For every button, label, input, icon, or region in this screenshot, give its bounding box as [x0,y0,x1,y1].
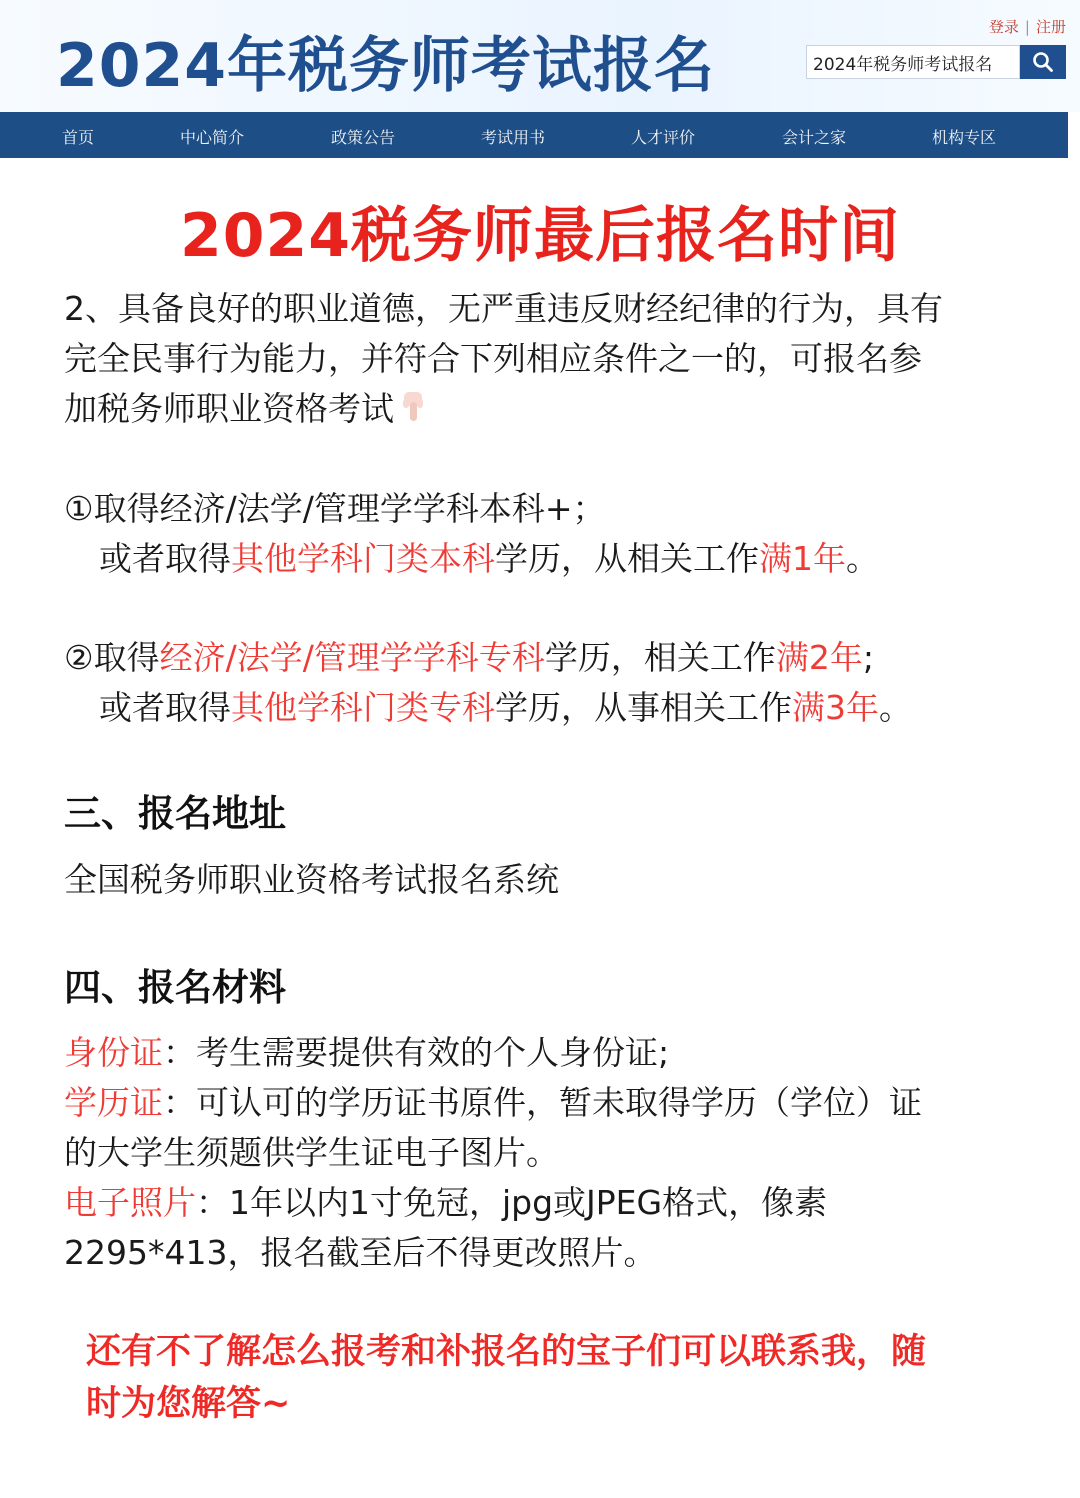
text-span: ：1年以内1寸免冠，jpg或JPEG格式，像素 [196,1183,828,1222]
highlight-text: 满3年 [792,688,879,727]
materials-list [64,1028,922,1278]
text-span: 加税务师职业资格考试 [64,389,394,428]
materials-label: 学历证 [64,1083,163,1122]
requirement-paragraph [64,284,943,434]
highlight-text: 满1年 [759,539,846,578]
text-line: 的大学生须题供学生证电子图片。 [64,1133,559,1172]
register-link[interactable]: 注册 [1035,18,1066,36]
text-line: 时为您解答~ [86,1384,291,1424]
search-bar [806,45,1066,79]
nav-item-books[interactable]: 考试用书 [481,128,546,147]
text-span: 或者取得 [99,539,231,578]
text-line [64,633,912,683]
text-span: 学历，相关工作 [544,638,776,677]
site-header [0,0,1080,112]
text-line: ①取得经济/法学/管理学学科本科+； [64,489,606,528]
section-heading-address: 三、报名地址 [64,792,286,835]
registration-system-text: 全国税务师职业资格考试报名系统 [64,860,559,899]
text-span: 学历，从事相关工作 [495,688,792,727]
highlight-text: 其他学科门类本科 [231,539,495,578]
pointing-down-hand-icon [398,390,428,424]
text-span: 。 [879,688,912,727]
nav-item-home[interactable]: 首页 [62,128,95,147]
highlight-text: 经济/法学/管理学学科专科 [159,638,545,677]
materials-edu-line [64,1078,922,1128]
search-input[interactable] [806,45,1020,79]
text-span: ：可认可的学历证书原件，暂未取得学历（学位）证 [163,1083,922,1122]
condition-2 [64,633,912,733]
auth-divider: | [1024,18,1030,36]
text-line: 还有不了解怎么报考和补报名的宝子们可以联系我，随 [86,1332,927,1372]
materials-photo-line [64,1178,922,1228]
text-line [64,384,943,434]
nav-item-policy[interactable]: 政策公告 [331,128,396,147]
text-line [64,534,879,584]
text-span: ②取得 [64,638,160,677]
main-nav [0,112,1068,158]
page-title: 2024税务师最后报名时间 [180,201,900,271]
text-line: 2295*413，报名截至后不得更改照片。 [64,1233,657,1272]
section-heading-materials: 四、报名材料 [64,966,286,1009]
nav-item-talent[interactable]: 人才评价 [631,128,696,147]
materials-label: 身份证 [64,1033,163,1072]
text-span: 。 [846,539,879,578]
auth-links [989,16,1066,37]
materials-label: 电子照片 [64,1183,196,1222]
materials-id-line [64,1028,922,1078]
condition-1 [64,484,879,584]
nav-item-institutions[interactable]: 机构专区 [932,128,997,147]
text-line: 完全民事行为能力，并符合下列相应条件之一的，可报名参 [64,339,922,378]
closing-note [86,1326,926,1430]
text-line [64,683,912,733]
search-button[interactable] [1020,45,1066,79]
site-title: 2024年税务师考试报名 [56,31,715,101]
text-span: ; [862,638,874,677]
text-span: ：考生需要提供有效的个人身份证; [163,1033,670,1072]
search-icon [1032,51,1054,73]
login-link[interactable]: 登录 [988,18,1019,36]
text-span: 学历，从相关工作 [495,539,759,578]
highlight-text: 其他学科门类专科 [231,688,495,727]
nav-item-accounting[interactable]: 会计之家 [782,128,847,147]
nav-item-about[interactable]: 中心简介 [180,128,245,147]
text-span: 或者取得 [99,688,231,727]
text-line: 2、具备良好的职业道德，无严重违反财经纪律的行为，具有 [64,289,943,328]
highlight-text: 满2年 [775,638,863,677]
